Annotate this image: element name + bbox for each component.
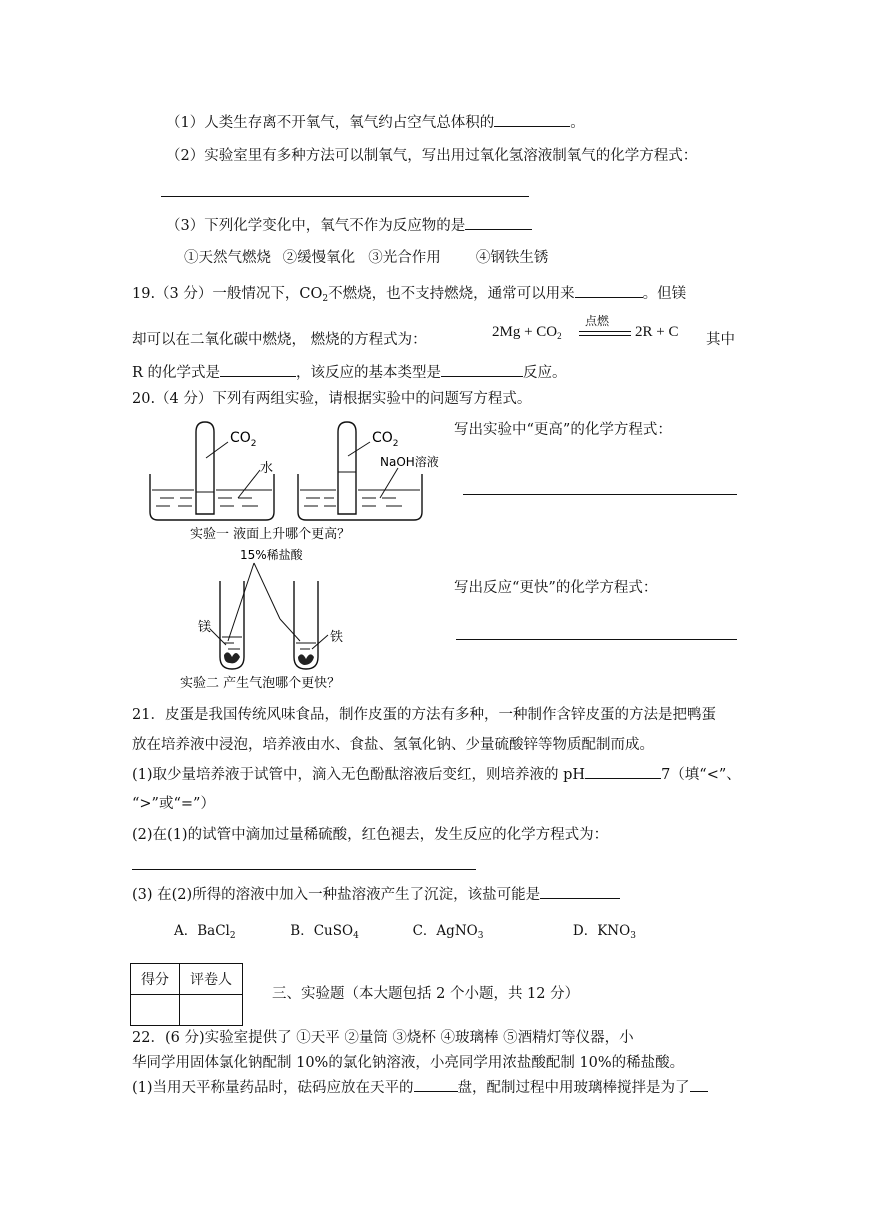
option-b: B．CuSO$_4$ — [290, 923, 359, 941]
score-table — [130, 963, 243, 1026]
answer-blank[interactable] — [690, 1077, 708, 1092]
option-3: ③光合作用 — [368, 250, 441, 266]
q19-line1: 19.（3 分）一般情况下，$CO_2$不燃烧，也不支持燃烧，通常可以用来 。但镁 — [132, 283, 686, 309]
q18-options — [184, 248, 548, 268]
option-4: ④钢铁生锈 — [475, 250, 549, 266]
answer-line[interactable] — [456, 639, 737, 640]
answer-blank[interactable] — [465, 215, 532, 230]
test-tube-left — [196, 422, 214, 514]
experiment2-caption: 实验二 产生气泡哪个更快？ — [180, 676, 341, 691]
magnesium-label: 镁 — [198, 620, 212, 635]
answer-blank[interactable] — [585, 764, 661, 779]
reaction-equation: $2Mg + CO_2$ — [492, 324, 562, 341]
acid-label: 15%稀盐酸 — [240, 548, 303, 562]
tube-iron — [294, 581, 318, 669]
iron-label: 铁 — [330, 630, 344, 645]
q21-part1-cont: “>”或“=”） — [132, 796, 215, 812]
reaction-products: 2R + C — [635, 324, 679, 340]
option-2: ②缓慢氧化 — [282, 250, 356, 266]
q19-line2-end: 其中 — [706, 332, 735, 348]
q21-part1: (1)取少量培养液于试管中，滴入无色酚酞溶液后变红，则培养液的 pH 7（填“<”、 — [132, 764, 741, 785]
score-cell[interactable] — [131, 995, 180, 1026]
q22-part1: (1)当用天平称量药品时，砝码应放在天平的 盘，配制过程中用玻璃棒搅拌是为了 — [132, 1077, 708, 1098]
co2-label-right: $CO_2$ — [372, 430, 399, 449]
answer-blank[interactable] — [494, 112, 570, 127]
iron-sample — [298, 654, 314, 665]
q21-part3: (3) 在(2)所得的溶液中加入一种盐溶液产生了沉淀，该盐可能是 — [132, 884, 620, 905]
answer-blank[interactable] — [540, 884, 620, 899]
answer-line[interactable] — [161, 196, 529, 197]
q20-prompt2: 写出反应“更快”的化学方程式： — [454, 580, 658, 596]
equals-sign — [579, 331, 631, 336]
q21-options — [174, 921, 636, 946]
q22-line2: 华同学用固体氯化钠配制 10%的氯化钠溶液，小亮同学用浓盐酸配制 10%的稀盐酸。 — [132, 1055, 685, 1071]
option-d: D．$KNO_3$ — [572, 923, 636, 941]
grader-label: 评卷人 — [180, 964, 243, 995]
q18-part2: （2）实验室里有多种方法可以制氧气，写出用过氧化氢溶液制氧气的化学方程式： — [166, 148, 698, 164]
q21-line1: 21．皮蛋是我国传统风味食品，制作皮蛋的方法有多种，一种制作含锌皮蛋的方法是把鸭蛋 — [132, 707, 716, 723]
tube-magnesium — [220, 581, 244, 669]
q22-line1: 22．(6 分)实验室提供了 ①天平 ②量筒 ③烧杯 ④玻璃棒 ⑤酒精灯等仪器，小 — [132, 1030, 634, 1046]
experiment2-figure — [170, 545, 400, 693]
experiment1-figure — [140, 418, 450, 546]
score-label: 得分 — [131, 964, 180, 995]
grader-cell[interactable] — [180, 995, 243, 1026]
q20-title: 20.（4 分）下列有两组实验，请根据实验中的问题写方程式。 — [132, 391, 532, 407]
q20-prompt1: 写出实验中“更高”的化学方程式： — [454, 422, 672, 438]
option-a: A．BaCl$_2$ — [174, 923, 236, 941]
option-c: C．AgNO$_3$ — [412, 923, 484, 941]
answer-blank[interactable] — [220, 362, 296, 377]
section3-title: 三、实验题（本大题包括 2 个小题，共 12 分） — [272, 986, 580, 1002]
beaker-right — [298, 474, 422, 520]
co2-label-left: $CO_2$ — [230, 430, 257, 449]
magnesium-sample — [224, 652, 240, 663]
reaction-condition: 点燃 — [585, 314, 610, 328]
q18-part3: （3）下列化学变化中，氧气不作为反应物的是 — [166, 215, 532, 236]
naoh-label: NaOH溶液 — [380, 455, 439, 469]
answer-line[interactable] — [463, 494, 737, 495]
q19-line3: R 的化学式是 ，该反应的基本类型是 反应。 — [132, 362, 567, 383]
q21-line2: 放在培养液中浸泡，培养液由水、食盐、氢氧化钠、少量硫酸锌等物质配制而成。 — [132, 737, 654, 753]
answer-line[interactable] — [132, 869, 476, 870]
experiment1-caption: 实验一 液面上升哪个更高？ — [190, 527, 351, 542]
answer-blank[interactable] — [441, 362, 523, 377]
q18-part1: （1）人类生存离不开氧气，氧气约占空气总体积的 。 — [166, 112, 585, 133]
liquid-right — [300, 490, 420, 506]
option-1: ①天然气燃烧 — [184, 250, 271, 266]
water-label: 水 — [260, 461, 274, 476]
answer-blank[interactable] — [575, 283, 643, 298]
answer-blank[interactable] — [414, 1077, 458, 1092]
q19-line2: 却可以在二氧化碳中燃烧， 燃烧的方程式为： — [132, 332, 427, 348]
q21-part2: (2)在(1)的试管中滴加过量稀硫酸，红色褪去，发生反应的化学方程式为： — [132, 827, 609, 843]
test-tube-right — [338, 422, 356, 514]
